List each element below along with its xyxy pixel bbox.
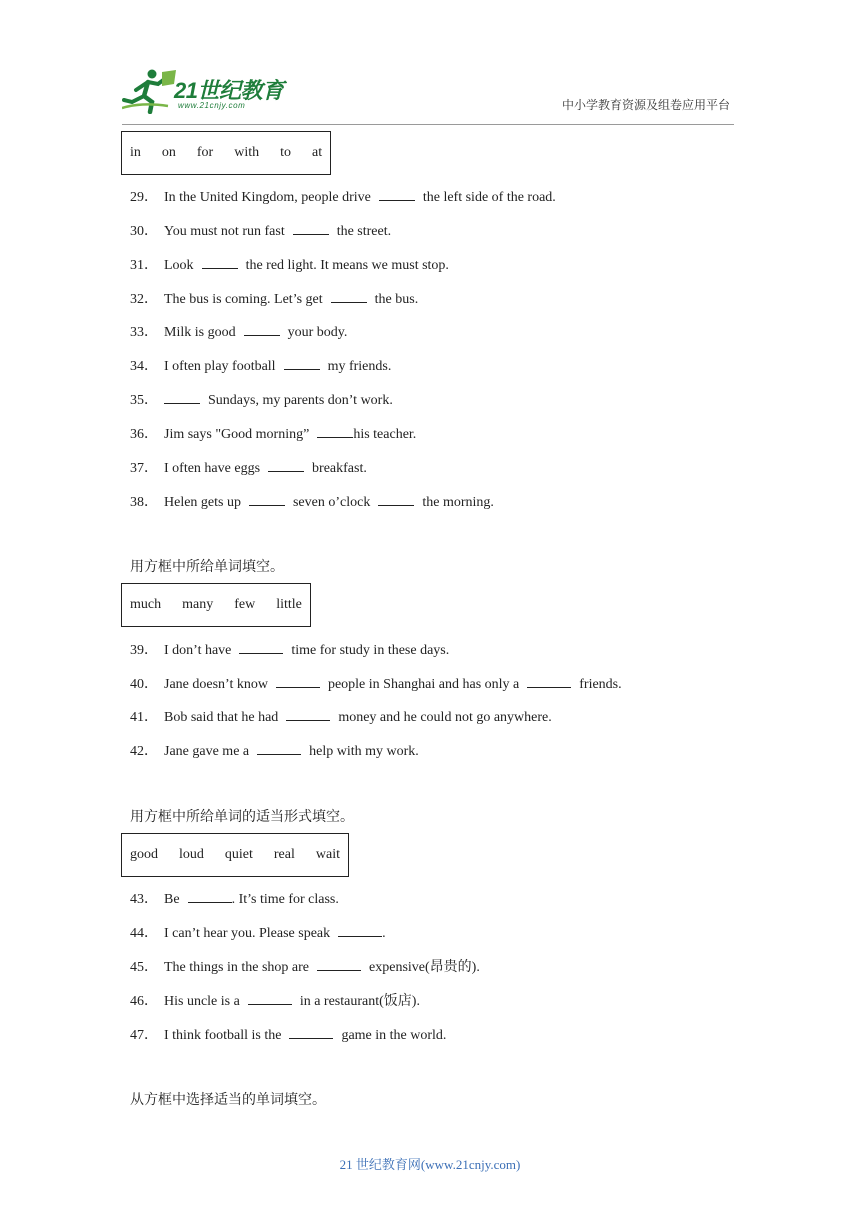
- box-word: few: [234, 597, 256, 612]
- answer-blank[interactable]: [331, 290, 367, 303]
- header-divider: [122, 124, 734, 125]
- section-instruction: 从方框中选择适当的单词填空。: [130, 1092, 326, 1108]
- answer-blank[interactable]: [164, 391, 200, 404]
- box-word: at: [312, 145, 323, 160]
- box-word: real: [273, 847, 295, 862]
- box-word: good: [130, 847, 158, 862]
- word-box-adjectives: [121, 833, 349, 877]
- answer-blank[interactable]: [317, 425, 353, 438]
- answer-blank[interactable]: [293, 222, 329, 235]
- box-word: much: [130, 597, 162, 612]
- answer-blank[interactable]: [188, 890, 232, 903]
- page-header: [0, 0, 860, 128]
- section-instruction: 用方框中所给单词填空。: [130, 559, 284, 575]
- runner-logo-icon: [122, 68, 178, 114]
- question-38: 38． Helen gets up seven o’clock the morning.: [130, 495, 494, 510]
- answer-blank[interactable]: [276, 675, 320, 688]
- question-42: 42． Jane gave me a help with my work.: [130, 744, 419, 759]
- answer-blank[interactable]: [257, 742, 301, 755]
- logo: [122, 68, 292, 116]
- answer-blank[interactable]: [202, 256, 238, 269]
- question-36: 36． Jim says "Good morning” his teacher.: [130, 427, 417, 442]
- answer-blank[interactable]: [378, 493, 414, 506]
- answer-blank[interactable]: [286, 708, 330, 721]
- box-word: with: [234, 145, 260, 160]
- logo-url-text: www.21cnjy.com: [178, 101, 246, 110]
- page-footer: 21 世纪教育网(www.21cnjy.com): [339, 1157, 521, 1172]
- box-word: little: [276, 597, 302, 612]
- answer-blank[interactable]: [249, 493, 285, 506]
- question-32: 32． The bus is coming. Let’s get the bus.: [130, 292, 419, 307]
- question-47: 47． I think football is the game in the world.: [130, 1028, 447, 1043]
- box-word: quiet: [224, 847, 253, 862]
- word-box-prepositions: [121, 131, 331, 175]
- question-37: 37． I often have eggs breakfast.: [130, 461, 367, 476]
- answer-blank[interactable]: [268, 459, 304, 472]
- question-33: 33． Milk is good your body.: [130, 325, 348, 340]
- box-word: on: [161, 145, 176, 160]
- answer-blank[interactable]: [248, 992, 292, 1005]
- question-35: 35． Sundays, my parents don’t work.: [130, 393, 393, 408]
- question-29: 29． In the United Kingdom, people drive the left side of the road.: [130, 190, 556, 205]
- question-31: 31． Look the red light. It means we must stop.: [130, 258, 449, 273]
- answer-blank[interactable]: [379, 188, 415, 201]
- question-46: 46． His uncle is a in a restaurant(饭店).: [130, 994, 420, 1009]
- logo-brand-text: 21世纪教育: [174, 78, 284, 103]
- question-34: 34． I often play football my friends.: [130, 359, 392, 374]
- box-word: in: [130, 145, 141, 160]
- question-40: 40． Jane doesn’t know people in Shanghai and has only a friends.: [130, 677, 622, 692]
- answer-blank[interactable]: [239, 641, 283, 654]
- answer-blank[interactable]: [244, 323, 280, 336]
- box-word: wait: [315, 847, 340, 862]
- question-45: 45． The things in the shop are expensive(昂贵的).: [130, 960, 480, 975]
- question-43: 43． Be . It’s time for class.: [130, 892, 339, 907]
- box-word: loud: [179, 847, 204, 862]
- question-39: 39． I don’t have time for study in these days.: [130, 643, 450, 658]
- question-41: 41． Bob said that he had money and he could not go anywhere.: [130, 710, 552, 725]
- box-word: to: [280, 145, 291, 160]
- answer-blank[interactable]: [317, 958, 361, 971]
- box-word: for: [196, 145, 214, 160]
- box-word: many: [182, 597, 214, 612]
- section-instruction: 用方框中所给单词的适当形式填空。: [130, 809, 354, 825]
- question-30: 30． You must not run fast the street.: [130, 224, 392, 239]
- platform-title: 中小学教育资源及组卷应用平台: [561, 98, 730, 112]
- answer-blank[interactable]: [338, 924, 382, 937]
- answer-blank[interactable]: [284, 357, 320, 370]
- answer-blank[interactable]: [289, 1026, 333, 1039]
- word-box-quantifiers: [121, 583, 311, 627]
- answer-blank[interactable]: [527, 675, 571, 688]
- question-44: 44． I can’t hear you. Please speak .: [130, 926, 386, 941]
